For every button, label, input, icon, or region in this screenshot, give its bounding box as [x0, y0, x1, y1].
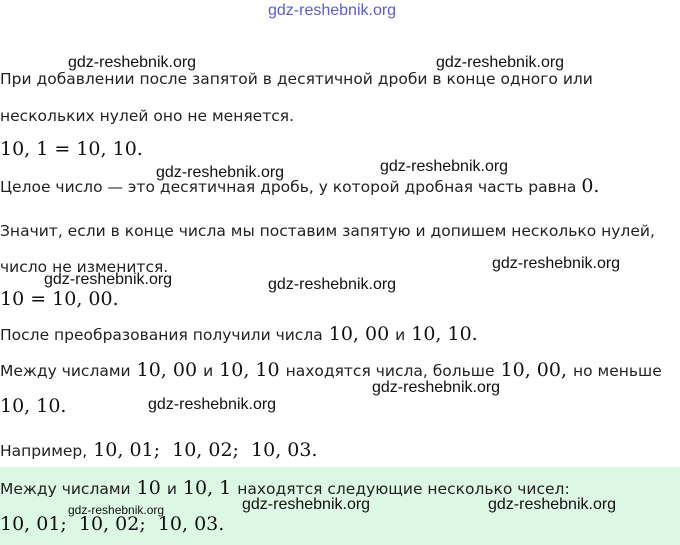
- paragraph-3-line-1: Значит, если в конце числа мы поставим запятую и допишем несколько нулей,: [0, 222, 655, 240]
- watermark: gdz-reshebnik.org: [68, 54, 197, 71]
- paragraph-3-line-2: число не изменится.: [0, 258, 169, 276]
- paragraph-5-end: но меньше: [573, 362, 662, 380]
- paragraph-5-number-a: 10, 00: [136, 359, 198, 381]
- paragraph-6-text: Например,: [0, 442, 88, 460]
- paragraph-2: [0, 175, 599, 197]
- watermark: gdz-reshebnik.org: [148, 396, 277, 413]
- watermark-top: gdz-reshebnik.org: [268, 2, 397, 19]
- paragraph-5-and: и: [203, 362, 214, 380]
- paragraph-4-text: После преобразования получили числа: [0, 326, 323, 344]
- equation-2: 10 = 10, 00.: [0, 288, 119, 310]
- paragraph-5-text: Между числами: [0, 362, 131, 380]
- watermark: gdz-reshebnik.org: [156, 164, 285, 181]
- watermark-small: gdz-reshebnik.org: [68, 503, 165, 517]
- watermark: gdz-reshebnik.org: [488, 496, 617, 513]
- watermark: gdz-reshebnik.org: [372, 379, 501, 396]
- watermark: gdz-reshebnik.org: [44, 271, 173, 288]
- paragraph-5-number-c: 10, 00,: [500, 359, 568, 381]
- equation-1: 10, 1 = 10, 10.: [0, 138, 143, 160]
- paragraph-4-number-b: 10, 10.: [411, 323, 478, 345]
- paragraph-4-number-a: 10, 00: [328, 323, 390, 345]
- paragraph-6-values: 10, 01; 10, 02; 10, 03.: [93, 439, 318, 461]
- watermark: gdz-reshebnik.org: [436, 54, 565, 71]
- paragraph-1-line-2: нескольких нулей оно не меняется.: [0, 107, 295, 125]
- paragraph-2-text: Целое число — это десятичная дробь, у которой дробная часть равна: [0, 178, 577, 196]
- watermark: gdz-reshebnik.org: [380, 158, 509, 175]
- paragraph-4: [0, 323, 478, 345]
- paragraph-5-number-b: 10, 10: [219, 359, 280, 381]
- answer-suffix: находятся следующие несколько чисел:: [237, 480, 570, 498]
- paragraph-6: [0, 439, 318, 461]
- answer-line-1: [0, 477, 570, 499]
- answer-number-a: 10: [136, 477, 161, 499]
- paragraph-5: [0, 359, 662, 381]
- watermark: gdz-reshebnik.org: [268, 276, 397, 293]
- paragraph-4-and: и: [395, 326, 406, 344]
- watermark: gdz-reshebnik.org: [242, 496, 371, 513]
- answer-and: и: [166, 480, 177, 498]
- paragraph-5-mid: находятся числа, больше: [285, 362, 495, 380]
- watermark: gdz-reshebnik.org: [492, 255, 621, 272]
- paragraph-5-line-2: 10, 10.: [0, 395, 67, 417]
- paragraph-2-value: 0.: [581, 175, 600, 197]
- paragraph-1-line-1: При добавлении после запятой в десятичной дроби в конце одного или: [0, 70, 593, 88]
- answer-values: 10, 01; 10, 02; 10, 03.: [0, 513, 225, 535]
- answer-text: Между числами: [0, 480, 131, 498]
- answer-number-b: 10, 1: [182, 477, 232, 499]
